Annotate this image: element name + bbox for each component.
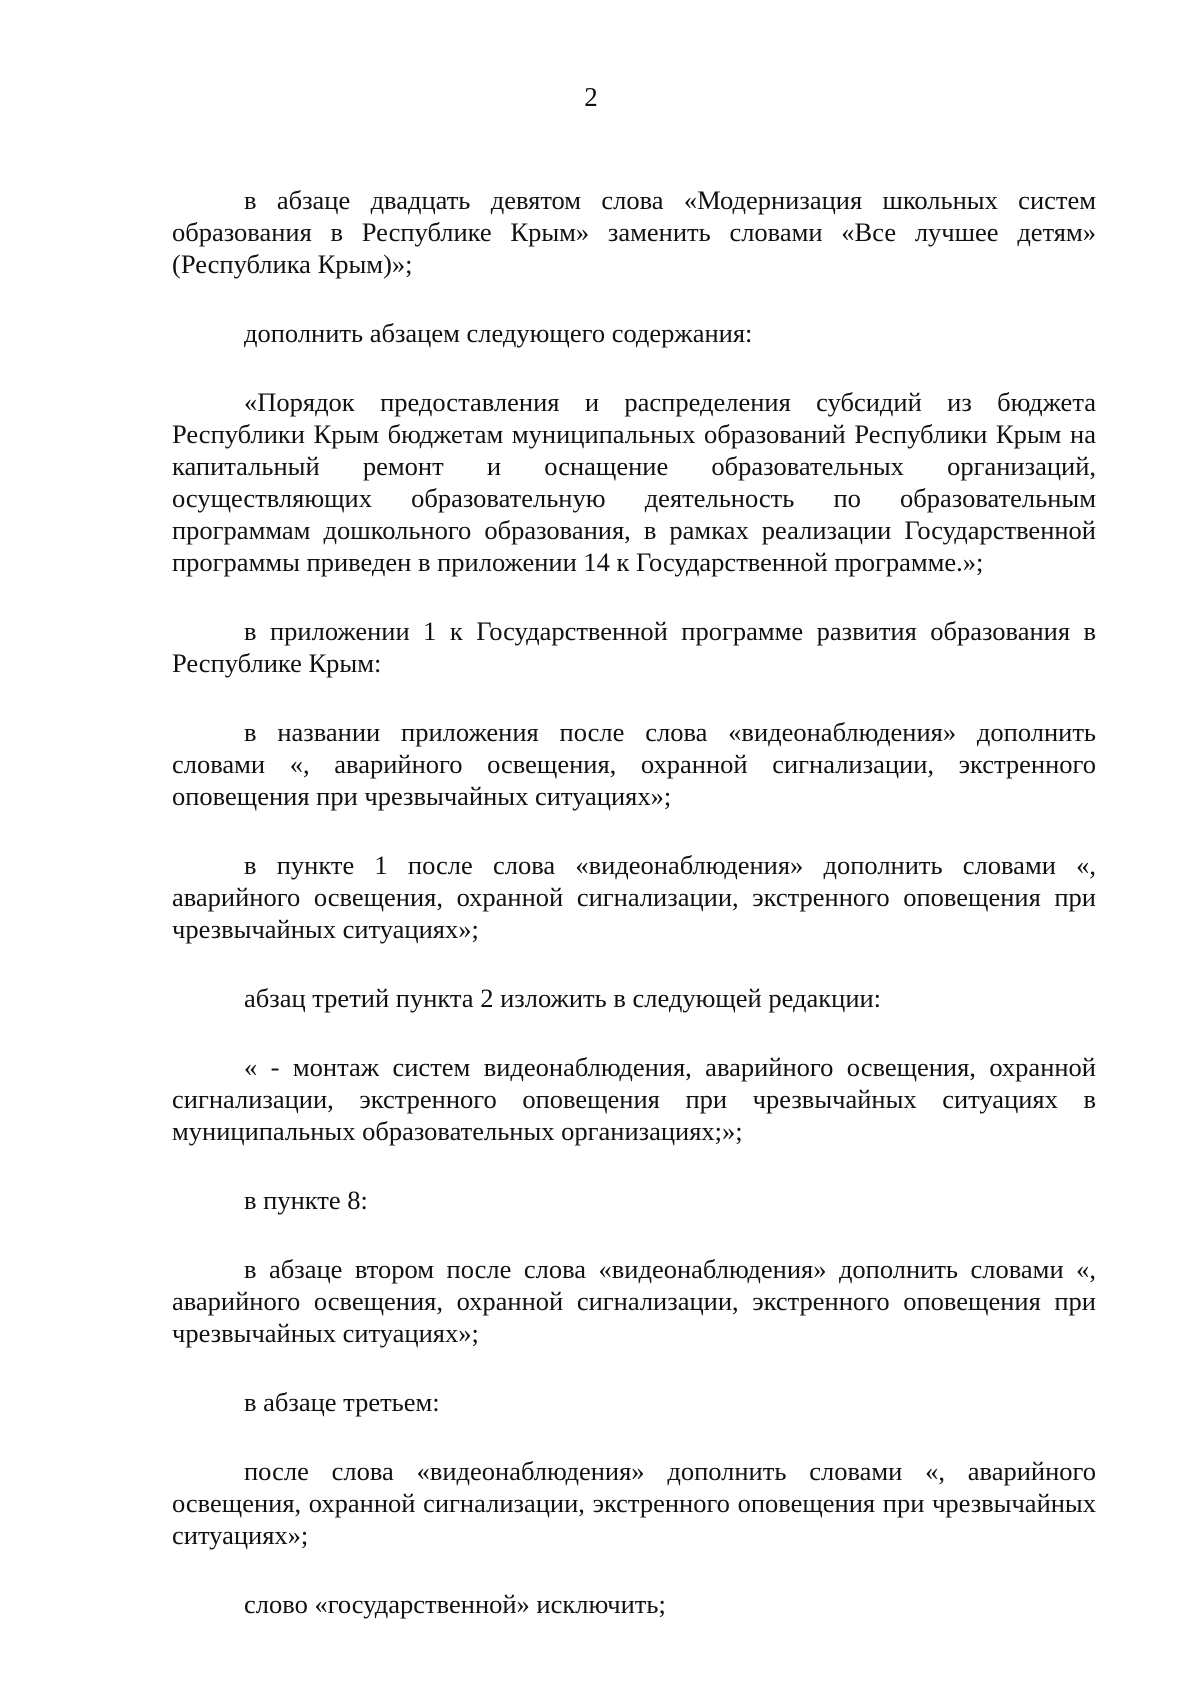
paragraph-4: в приложении 1 к Государственной программе развития образования в Республике Крым: xyxy=(172,616,1096,678)
document-body xyxy=(172,184,1096,1657)
paragraph-2: дополнить абзацем следующего содержания: xyxy=(244,318,753,348)
page-number: 2 xyxy=(584,82,598,112)
paragraph-1: в абзаце двадцать девятом слова «Модернизация школьных систем образования в Республике Крым» заменить словами «Все лучшее детям» (Республика Крым)»; xyxy=(172,185,1096,279)
paragraph-10: в абзаце втором после слова «видеонаблюдения» дополнить словами «, аварийного освещения, охранной сигнализации, экстренного оповещения при чрезвычайных ситуациях»; xyxy=(172,1254,1096,1348)
paragraph-7: абзац третий пункта 2 изложить в следующей редакции: xyxy=(244,983,882,1013)
paragraph-8: « - монтаж систем видеонаблюдения, аварийного освещения, охранной сигнализации, экстренного оповещения при чрезвычайных ситуациях в муниципальных образовательных организациях;»; xyxy=(172,1052,1096,1146)
paragraph-13: слово «государственной» исключить; xyxy=(244,1589,666,1619)
paragraph-12: после слова «видеонаблюдения» дополнить словами «, аварийного освещения, охранной сигнализации, экстренного оповещения при чрезвычайных ситуациях»; xyxy=(172,1456,1096,1550)
paragraph-3: «Порядок предоставления и распределения субсидий из бюджета Республики Крым бюджетам муниципальных образований Республики Крым на капитальный ремонт и оснащение образовательных организаций, осуществляющих образовательную деятельность по образовательным программам дошкольного образования, в рамках реализации Государственной программы приведен в приложении 14 к Государственной программе.»; xyxy=(172,387,1096,577)
paragraph-6: в пункте 1 после слова «видеонаблюдения» дополнить словами «, аварийного освещения, охранной сигнализации, экстренного оповещения при чрезвычайных ситуациях»; xyxy=(172,850,1096,944)
paragraph-9: в пункте 8: xyxy=(244,1185,368,1215)
paragraph-5: в названии приложения после слова «видеонаблюдения» дополнить словами «, аварийного освещения, охранной сигнализации, экстренного оповещения при чрезвычайных ситуациях»; xyxy=(172,717,1096,811)
paragraph-11: в абзаце третьем: xyxy=(244,1387,440,1417)
